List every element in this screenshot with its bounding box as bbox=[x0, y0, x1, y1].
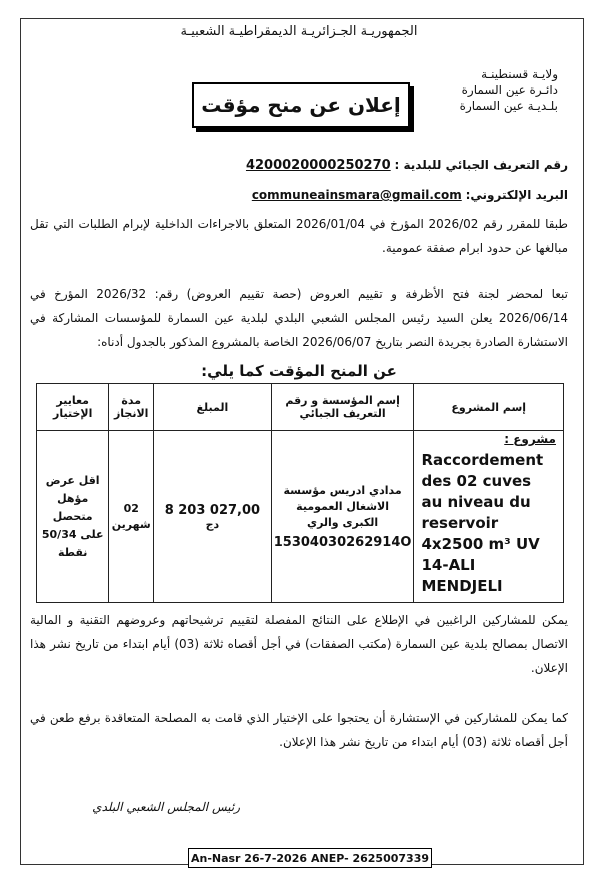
email-value: communeainsmara@gmail.com bbox=[251, 188, 462, 202]
paragraph-minutes: تبعا لمحضر لجنة فتح الأظرفة و تقييم العروض (حصة تقييم العروض) رقم: 2026/32 المؤرخ في 2026/06/14 يعلن السيد رئيس المجلس الشعبي البلدي لبلدية عين السمارة للمؤسسات المشاركة في الاستشارة الصادرة بجريدة النصر بتاريخ 2026/06/07 الخاصة بالمشروع المذكور بالجدول أدناه: bbox=[30, 287, 568, 349]
paragraph-decision: طبقا للمقرر رقم 2026/02 المؤرخ في 2026/01/04 المتعلق بالاجراءات الداخلية لإبرام الطلبات التي تقل مبالغها عن حدود ابرام صفقة عمومية. bbox=[30, 217, 568, 255]
nif-line bbox=[246, 158, 568, 173]
paragraph-results: يمكن للمشاركين الراغبين في الإطلاع على النتائج المفصلة لتقييم ترشيحاتهم وعروضهم التقنية و المالية الاتصال بمصالح بلدية عين السمارة (مكتب الصفقات) في أجل أقصاه ثلاثة (03) أيام ابتداء من تاريخ نشر هذا الإعلان. bbox=[30, 613, 569, 675]
company-name: مدادي ادريس مؤسسة الاشغال العمومية الكبرى والري bbox=[283, 484, 402, 529]
newspaper-ref: An-Nasr 26-7-2026 bbox=[190, 851, 308, 865]
email-line bbox=[252, 188, 568, 202]
publication-footer bbox=[188, 848, 432, 868]
republic-header: الجمهوريـة الجـزائريـة الديمقراطيـة الشعبيـة bbox=[180, 24, 418, 39]
anep-ref: ANEP- 2625007339 bbox=[310, 851, 430, 865]
announcement-title: إعلان عن منح مؤقت bbox=[192, 82, 410, 128]
project-name: Raccordement des 02 cuves au niveau du reservoir 4x2500 m³ UV 14-ALI MENDJELI bbox=[421, 451, 544, 595]
criteria-cell: اقل عرض مؤهل متحصل على 50/34 نقطة bbox=[37, 431, 109, 603]
header-duration: مدة الانجاز bbox=[109, 384, 154, 431]
issuer-block bbox=[388, 66, 558, 114]
commune-label: بلـديـة عين السمارة bbox=[459, 99, 558, 113]
daira-label: دائـرة عين السمارة bbox=[461, 83, 558, 97]
amount-currency: دج bbox=[205, 517, 220, 531]
signature-line: رئيس المجلس الشعبي البلدي bbox=[92, 800, 240, 814]
award-table bbox=[36, 383, 564, 603]
table-row bbox=[37, 431, 564, 603]
nif-label: رقم التعريف الجبائي للبلدية : bbox=[394, 158, 568, 172]
section-title: عن المنح المؤقت كما يلي: bbox=[201, 362, 397, 380]
header-company: إسم المؤسسة و رقم التعريف الجبائي bbox=[271, 384, 414, 431]
header-amount: المبلغ bbox=[154, 384, 272, 431]
amount-cell bbox=[154, 431, 272, 603]
amount-value: 8 203 027,00 bbox=[164, 502, 261, 518]
header-criteria: معايير الإختيار bbox=[37, 384, 109, 431]
project-cell bbox=[414, 431, 564, 603]
email-label: البريد الإلكتروني: bbox=[465, 188, 568, 202]
nif-value: 4200020000250270 bbox=[245, 158, 391, 173]
company-cell bbox=[271, 431, 414, 603]
project-prefix: مشروع : bbox=[504, 432, 556, 446]
header-project: إسم المشروع bbox=[414, 384, 564, 431]
paragraph-appeal: كما يمكن للمشاركين في الإستشارة أن يحتجوا على الإختيار الذي قامت به المصلحة المتعاقدة برفع طعن في أجل أقصاه ثلاثة (03) أيام ابتداء من تاريخ نشر هذا الإعلان. bbox=[30, 711, 568, 749]
company-nif: 15304030262914O bbox=[273, 535, 412, 550]
wilaya-label: ولايـة قسنطينـة bbox=[481, 67, 558, 81]
duration-cell: 02 شهرين bbox=[109, 431, 154, 603]
